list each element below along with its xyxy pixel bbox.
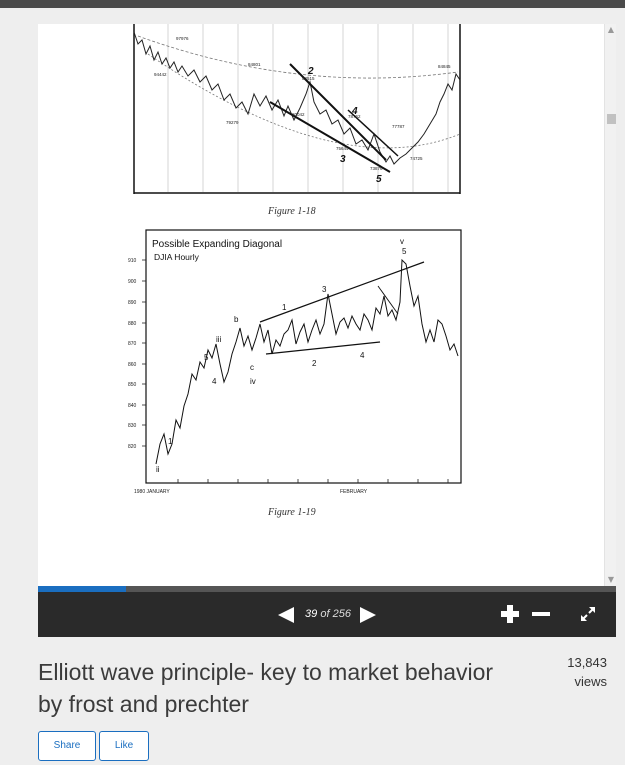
y-tick-label: 860 [128,362,137,368]
scroll-down-arrow-icon[interactable]: ▼ [607,575,615,584]
y-tick-label: 880 [128,321,137,327]
scroll-up-arrow-icon[interactable]: ▲ [607,25,615,34]
wave-label: 5 [376,174,382,185]
y-tick-label: 830 [128,423,137,429]
x-axis-label: FEBRUARY [340,489,368,495]
wave-label: 1 [282,303,287,312]
document-page [38,24,604,586]
page-counter [300,608,356,620]
wave-label: 5 [402,247,407,256]
zoom-out-button[interactable] [531,604,551,624]
total-pages: 256 [332,608,351,620]
y-tick-label: 840 [128,403,137,409]
wave-label: 3 [340,154,346,165]
wave-label: 5 [204,353,209,362]
top-bar [0,0,625,8]
wave-label: 4 [360,351,365,360]
y-tick-label: 870 [128,341,137,347]
slide-area [38,24,616,586]
figure-1-19 [128,230,461,518]
wave-label: 2 [312,359,317,368]
wave-label: 3 [322,285,327,294]
fig1-label: 83515 [302,76,315,81]
wave-label: iv [250,377,256,386]
wave-label: ii [156,465,160,474]
like-button[interactable]: Like [99,731,149,761]
x-axis-label: 1980 JANUARY [134,489,170,495]
view-count [540,653,607,691]
viewer-controls [38,592,616,637]
scroll-thumb[interactable] [607,114,616,124]
y-tick-label: 900 [128,279,137,285]
next-page-button[interactable] [358,605,378,625]
triangle-left-icon [276,605,296,625]
figure-title: Possible Expanding Diagonal [152,239,283,250]
wave-label: iii [216,335,222,344]
wave-label: 4 [212,377,217,386]
fig1-label: 75644 [336,146,349,151]
fig1-label: 77787 [392,124,405,129]
y-tick-label: 910 [128,258,137,264]
figure-1-18 [134,24,460,217]
figure-subtitle: DJIA Hourly [154,252,199,262]
fig1-label: 84845 [438,64,451,69]
triangle-right-icon [358,605,378,625]
y-tick-label: 850 [128,382,137,388]
plus-icon [500,604,520,624]
fig1-label: 80042 [292,112,305,117]
view-count-number: 13,843 [567,655,607,670]
document-title: Elliott wave principle- key to market behavior by frost and prechter [38,659,494,717]
wave-label: 2 [308,66,314,77]
y-tick-label: 820 [128,444,137,450]
previous-page-button[interactable] [276,605,296,625]
fig1-label: 78762 [348,114,361,119]
zoom-in-button[interactable] [500,604,520,624]
fig1-label: 97976 [176,36,189,41]
figure-caption: Figure 1-19 [268,507,316,518]
fullscreen-button[interactable] [579,605,597,623]
share-button[interactable]: Share [38,731,96,761]
document-viewer [38,24,616,637]
expand-icon [579,605,597,623]
fig1-label: 84801 [248,62,261,67]
wave-label: c [250,363,254,372]
fig1-label: 74725 [410,156,423,161]
wave-label: 1 [168,437,173,446]
figure-caption: Figure 1-18 [268,206,316,217]
current-page: 39 [305,608,318,620]
fig1-label: 73876 [370,166,383,171]
view-count-label: views [574,674,607,689]
wave-label: b [234,315,239,324]
wave-label: v [400,237,404,246]
page-of-label: of [320,608,330,620]
minus-icon [531,604,551,624]
fig1-label: 94442 [154,72,167,77]
fig1-label: 79279 [226,120,239,125]
wave-label: 4 [352,106,358,117]
vertical-scrollbar[interactable] [604,24,616,586]
y-tick-label: 890 [128,300,137,306]
